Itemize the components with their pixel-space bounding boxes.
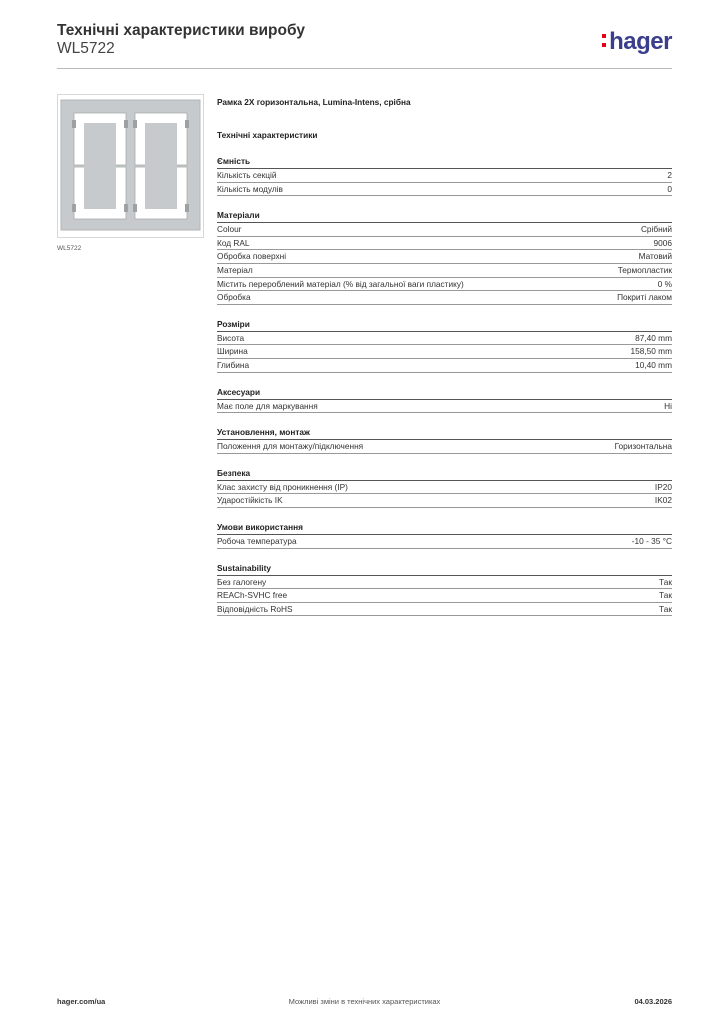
- spec-row: [217, 183, 672, 197]
- spec-label: Містить перероблений матеріал (% від загальної ваги пластику): [217, 278, 464, 289]
- spec-label: Відповідність RoHS: [217, 603, 293, 614]
- spec-value: Покриті лаком: [617, 292, 672, 303]
- spec-value: 2: [667, 170, 672, 180]
- spec-row: [217, 494, 672, 508]
- spec-label: Положення для монтажу/підключення: [217, 441, 364, 452]
- spec-label: Colour: [217, 224, 242, 235]
- spec-row: [217, 332, 672, 346]
- section-heading: Безпека: [217, 468, 672, 481]
- product-code: WL5722: [57, 40, 115, 57]
- footer-website-link[interactable]: hager.com/ua: [57, 997, 106, 1006]
- spec-section: [217, 319, 672, 373]
- spec-value: Так: [659, 603, 672, 614]
- spec-value: Матовий: [638, 251, 672, 262]
- spec-value: Горизонтальна: [614, 441, 672, 452]
- spec-section: [217, 427, 672, 454]
- spec-value: IK02: [654, 495, 672, 506]
- spec-label: Клас захисту від проникнення (IP): [217, 481, 348, 492]
- spec-row: [217, 440, 672, 454]
- spec-content: [217, 97, 672, 616]
- footer-date: 04.03.2026: [634, 997, 672, 1006]
- spec-label: Висота: [217, 332, 245, 343]
- spec-row: [217, 603, 672, 617]
- spec-label: Код RAL: [217, 237, 250, 248]
- page-title: Технічні характеристики виробу: [57, 22, 305, 39]
- section-heading: Установлення, монтаж: [217, 427, 672, 440]
- spec-label: Глибина: [217, 359, 250, 370]
- spec-value: Срібний: [640, 224, 672, 235]
- spec-value: 10,40 mm: [635, 359, 672, 370]
- spec-row: [217, 400, 672, 414]
- spec-value: 87,40 mm: [635, 332, 672, 343]
- spec-section: [217, 156, 672, 196]
- header-divider: [57, 68, 672, 69]
- spec-section: [217, 522, 672, 549]
- section-heading: Матеріали: [217, 210, 672, 223]
- spec-row: [217, 291, 672, 305]
- spec-section: [217, 468, 672, 508]
- spec-row: [217, 169, 672, 183]
- spec-value: IP20: [654, 481, 672, 492]
- spec-row: [217, 264, 672, 278]
- spec-label: Обробка поверхні: [217, 251, 287, 262]
- spec-row: [217, 237, 672, 251]
- logo-colon-icon: [602, 34, 606, 52]
- footer-notice: Можливі зміни в технічних характеристиках: [288, 997, 441, 1006]
- spec-value: 0 %: [657, 278, 672, 289]
- spec-row: [217, 223, 672, 237]
- spec-value: Так: [659, 590, 672, 601]
- spec-row: [217, 278, 672, 292]
- image-caption: WL5722: [57, 245, 82, 252]
- spec-section: [217, 563, 672, 617]
- spec-label: Робоча температура: [217, 535, 297, 546]
- spec-value: 0: [667, 183, 672, 194]
- spec-value: Так: [659, 576, 672, 587]
- spec-section: [217, 210, 672, 305]
- spec-value: Термопластик: [617, 264, 672, 275]
- section-heading: Умови використання: [217, 522, 672, 535]
- spec-row: [217, 535, 672, 549]
- spec-label: Ширина: [217, 346, 248, 357]
- spec-label: Без галогену: [217, 576, 267, 587]
- spec-row: [217, 589, 672, 603]
- spec-label: Кількість секцій: [217, 170, 277, 180]
- frame-2x-image: [58, 95, 203, 237]
- spec-label: Кількість модулів: [217, 183, 283, 194]
- section-heading: Ємність: [217, 156, 672, 169]
- spec-row: [217, 576, 672, 590]
- spec-value: -10 - 35 °C: [631, 535, 672, 546]
- spec-row: [217, 481, 672, 495]
- section-heading: Sustainability: [217, 563, 672, 576]
- spec-label: Матеріал: [217, 264, 253, 275]
- spec-value: 158,50 mm: [630, 346, 672, 357]
- spec-row: [217, 345, 672, 359]
- spec-row: [217, 250, 672, 264]
- product-image: [57, 94, 204, 238]
- spec-sections: [217, 156, 672, 616]
- section-heading: Розміри: [217, 319, 672, 332]
- spec-label: REACh-SVHC free: [217, 590, 288, 601]
- spec-section: [217, 387, 672, 414]
- spec-label: Має поле для маркування: [217, 400, 318, 411]
- spec-title: Технічні характеристики: [217, 130, 318, 140]
- spec-row: [217, 359, 672, 373]
- spec-label: Обробка: [217, 292, 251, 303]
- spec-value: Ні: [664, 400, 672, 411]
- product-name: Рамка 2X горизонтальна, Lumina-Intens, срібна: [217, 97, 411, 107]
- section-heading: Аксесуари: [217, 387, 672, 400]
- hager-logo[interactable]: hager: [602, 29, 672, 55]
- page-header: [57, 22, 672, 58]
- spec-label: Ударостійкість IK: [217, 495, 283, 506]
- spec-value: 9006: [653, 237, 672, 248]
